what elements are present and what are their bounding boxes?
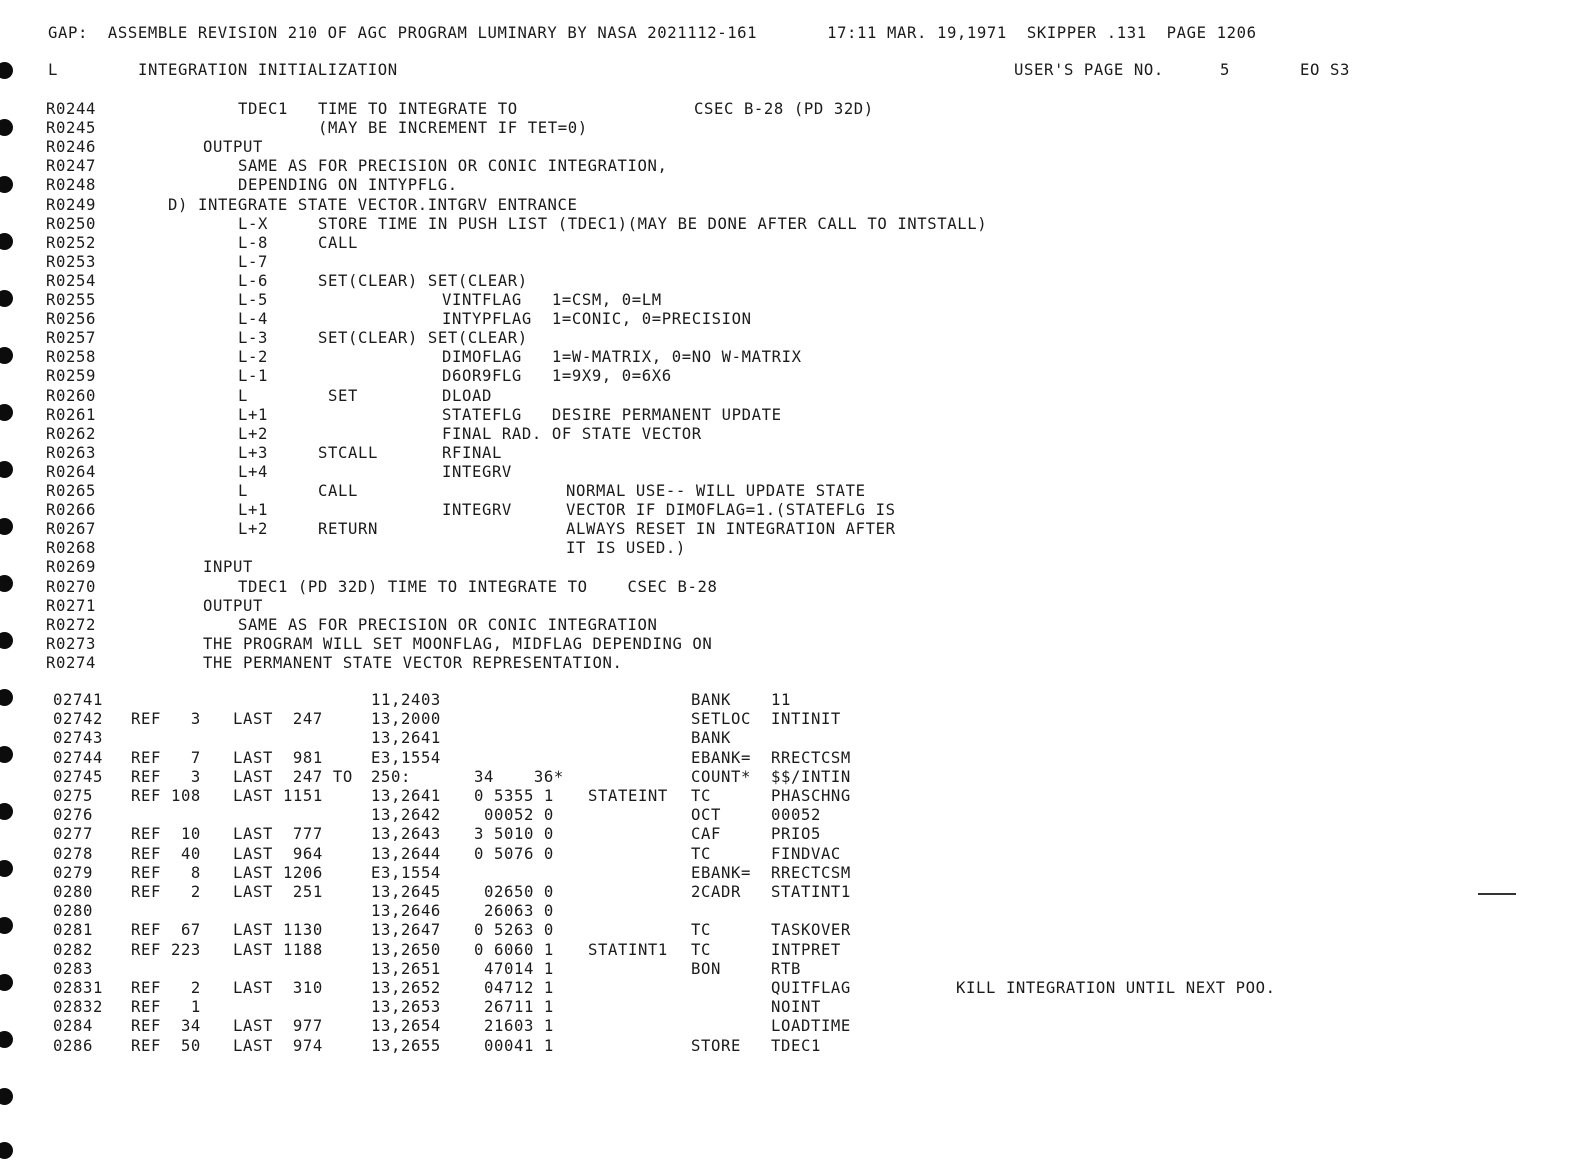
reference-count: REF 67 — [131, 921, 201, 940]
remark-sequence: R0265 — [46, 482, 96, 500]
remark-sequence: R0258 — [46, 348, 96, 367]
symbol-label: STATINT1 — [588, 940, 668, 959]
feed-hole — [0, 290, 13, 307]
remark-text: THE PERMANENT STATE VECTOR REPRESENTATION. — [203, 653, 623, 672]
reference-count: REF 34 — [131, 1017, 201, 1036]
opcode: OCT — [691, 806, 721, 825]
feed-hole — [0, 860, 13, 877]
last-reference: LAST 977 — [233, 1017, 323, 1036]
location-counter: 0286 — [53, 1036, 93, 1055]
operand: STATINT1 — [771, 883, 851, 901]
bank-address: 13,2643 — [371, 825, 441, 844]
opcode: TC — [691, 921, 711, 940]
reference-count: REF 1 — [131, 998, 201, 1017]
bank-address: 13,2653 — [371, 998, 441, 1017]
remark-text: OUTPUT — [203, 138, 263, 157]
octal-word: 34 36* — [474, 767, 564, 786]
remark-text: L+2 — [238, 520, 268, 539]
remark-sequence: R0263 — [46, 443, 96, 462]
bank-address: 13,2654 — [371, 1017, 441, 1036]
remark-text: IT IS USED.) — [566, 539, 686, 558]
remark-text: VINTFLAG 1=CSM, 0=LM — [442, 291, 662, 309]
remark-text: L+1 — [238, 501, 268, 520]
bank-address: 13,2646 — [371, 902, 441, 921]
remark-text: DEPENDING ON INTYPFLG. — [238, 176, 458, 195]
octal-word: 0 5355 1 — [474, 787, 554, 805]
remark-text: SET(CLEAR) SET(CLEAR) — [318, 271, 528, 290]
remark-sequence: R0260 — [46, 386, 96, 405]
line-comment: KILL INTEGRATION UNTIL NEXT POO. — [956, 979, 1276, 997]
operand: TDEC1 — [771, 1036, 821, 1055]
remark-sequence: R0259 — [46, 367, 96, 386]
remark-sequence: R0245 — [46, 119, 96, 138]
octal-word: 26063 0 — [474, 902, 554, 921]
octal-word: 47014 1 — [474, 959, 554, 978]
operand: QUITFLAG — [771, 979, 851, 997]
location-counter: 0275 — [53, 787, 93, 805]
bank-address: 13,2652 — [371, 979, 441, 997]
bank-address: 13,2651 — [371, 959, 441, 978]
location-counter: 0280 — [53, 902, 93, 921]
feed-hole — [0, 917, 13, 934]
reference-count: REF 10 — [131, 825, 201, 844]
remark-text: SET(CLEAR) SET(CLEAR) — [318, 329, 528, 348]
remark-sequence: R0250 — [46, 214, 96, 233]
octal-word: 00041 1 — [474, 1036, 554, 1055]
opcode: STORE — [691, 1036, 741, 1055]
remark-text: SET — [318, 386, 358, 405]
remark-text: DIMOFLAG 1=W-MATRIX, 0=NO W-MATRIX — [442, 348, 802, 367]
remark-text: INTYPFLAG 1=CONIC, 0=PRECISION — [442, 310, 752, 329]
last-reference: LAST 981 — [233, 748, 323, 767]
remark-text: L-8 — [238, 233, 268, 252]
feed-hole — [0, 62, 13, 79]
location-counter: 0278 — [53, 844, 93, 863]
feed-hole — [0, 575, 13, 592]
opcode: 2CADR — [691, 883, 741, 901]
opcode: BANK — [691, 729, 731, 748]
bank-address: 11,2403 — [371, 691, 441, 709]
remark-sequence: R0255 — [46, 291, 96, 309]
reference-count: REF 3 — [131, 767, 201, 786]
location-counter: 02832 — [53, 998, 103, 1017]
opcode: CAF — [691, 825, 721, 844]
last-reference: LAST 964 — [233, 844, 323, 863]
location-counter: 02745 — [53, 767, 103, 786]
remark-text: VECTOR IF DIMOFLAG=1.(STATEFLG IS — [566, 501, 896, 520]
remark-text: L — [238, 482, 248, 500]
remark-text: RETURN — [318, 520, 378, 539]
operand: LOADTIME — [771, 1017, 851, 1036]
location-counter: 0280 — [53, 883, 93, 901]
remark-sequence: R0267 — [46, 520, 96, 539]
operand: TASKOVER — [771, 921, 851, 940]
octal-word: 02650 0 — [474, 883, 554, 901]
bank-address: 250: — [371, 767, 411, 786]
reference-count: REF 7 — [131, 748, 201, 767]
operand: RTB — [771, 959, 801, 978]
users-page-number: 5 — [1220, 61, 1230, 79]
bank-address: E3,1554 — [371, 863, 441, 882]
operand: $$/INTIN — [771, 767, 851, 786]
margin-mark — [1478, 893, 1516, 895]
remark-text: L+1 — [238, 405, 268, 424]
feed-hole — [0, 689, 13, 706]
location-counter: 0284 — [53, 1017, 93, 1036]
operand: RRECTCSM — [771, 748, 851, 767]
reference-count: REF 2 — [131, 979, 201, 997]
operand: FINDVAC — [771, 844, 841, 863]
reference-count: REF 108 — [131, 787, 201, 805]
octal-word: 21603 1 — [474, 1017, 554, 1036]
remark-text: CSEC B-28 (PD 32D) — [694, 100, 874, 118]
remark-sequence: R0248 — [46, 176, 96, 195]
remark-text: ALWAYS RESET IN INTEGRATION AFTER — [566, 520, 896, 539]
remark-sequence: R0249 — [46, 195, 96, 214]
last-reference: LAST 777 — [233, 825, 323, 844]
remark-text: INTEGRV — [442, 501, 512, 520]
octal-word: 3 5010 0 — [474, 825, 554, 844]
remark-text: L+4 — [238, 462, 268, 481]
feed-hole — [0, 461, 13, 478]
feed-hole — [0, 347, 13, 364]
section-marker: L — [48, 61, 58, 79]
remark-text: L-X — [238, 214, 268, 233]
remark-sequence: R0244 — [46, 100, 96, 118]
remark-text: THE PROGRAM WILL SET MOONFLAG, MIDFLAG DEPENDING ON — [203, 634, 713, 653]
remark-text: L+2 — [238, 424, 268, 443]
opcode: TC — [691, 844, 711, 863]
feed-hole — [0, 176, 13, 193]
last-reference: LAST 251 — [233, 883, 323, 901]
remark-text: D) INTEGRATE STATE VECTOR.INTGRV ENTRANCE — [168, 195, 578, 214]
bank-address: 13,2650 — [371, 940, 441, 959]
location-counter: 0276 — [53, 806, 93, 825]
remark-sequence: R0274 — [46, 653, 96, 672]
opcode: COUNT* — [691, 767, 751, 786]
remark-text: SAME AS FOR PRECISION OR CONIC INTEGRATION, — [238, 157, 668, 176]
octal-word: 26711 1 — [474, 998, 554, 1017]
last-reference: LAST 310 — [233, 979, 323, 997]
location-counter: 02741 — [53, 691, 103, 709]
operand: INTPRET — [771, 940, 841, 959]
reference-count: REF 223 — [131, 940, 201, 959]
bank-address: 13,2645 — [371, 883, 441, 901]
remark-text: RFINAL — [442, 443, 502, 462]
opcode: BON — [691, 959, 721, 978]
remark-sequence: R0252 — [46, 233, 96, 252]
remark-text: OUTPUT — [203, 596, 263, 615]
last-reference: LAST 247 — [233, 710, 323, 729]
last-reference: LAST 247 TO — [233, 767, 353, 786]
bank-address: 13,2641 — [371, 729, 441, 748]
location-counter: 02744 — [53, 748, 103, 767]
section-title: INTEGRATION INITIALIZATION — [138, 61, 398, 79]
section-header — [48, 61, 1388, 81]
remark-sequence: R0247 — [46, 157, 96, 176]
remark-text: L-7 — [238, 252, 268, 271]
operand: INTINIT — [771, 710, 841, 729]
remark-sequence: R0269 — [46, 558, 96, 577]
remark-text: NORMAL USE-- WILL UPDATE STATE — [566, 482, 866, 500]
remark-sequence: R0261 — [46, 405, 96, 424]
octal-word: 00052 0 — [474, 806, 554, 825]
remark-sequence: R0268 — [46, 539, 96, 558]
bank-address: E3,1554 — [371, 748, 441, 767]
location-counter: 02831 — [53, 979, 103, 997]
reference-count: REF 50 — [131, 1036, 201, 1055]
remark-sequence: R0270 — [46, 577, 96, 596]
location-counter: 0279 — [53, 863, 93, 882]
bank-address: 13,2642 — [371, 806, 441, 825]
operand: PRIO5 — [771, 825, 821, 844]
last-reference: LAST 1130 — [233, 921, 323, 940]
bank-address: 13,2644 — [371, 844, 441, 863]
operand: 00052 — [771, 806, 821, 825]
remark-sequence: R0254 — [46, 271, 96, 290]
reference-count: REF 3 — [131, 710, 201, 729]
remark-sequence: R0253 — [46, 252, 96, 271]
section-tag: EO S3 — [1300, 61, 1350, 79]
opcode: TC — [691, 787, 711, 805]
remark-sequence: R0273 — [46, 634, 96, 653]
listing-header: GAP: ASSEMBLE REVISION 210 OF AGC PROGRAM LUMINARY BY NASA 2021112-161 17:11 MAR. 19,1971 SKIPPER .131 PAGE 1206 — [48, 24, 1257, 42]
feed-hole — [0, 1031, 13, 1048]
remark-text: L — [238, 386, 248, 405]
remark-text: DLOAD — [442, 386, 492, 405]
remark-sequence: R0271 — [46, 596, 96, 615]
reference-count: REF 8 — [131, 863, 201, 882]
remark-text: STATEFLG DESIRE PERMANENT UPDATE — [442, 405, 782, 424]
location-counter: 0281 — [53, 921, 93, 940]
last-reference: LAST 974 — [233, 1036, 323, 1055]
last-reference: LAST 1151 — [233, 787, 323, 805]
feed-hole — [0, 803, 13, 820]
opcode: TC — [691, 940, 711, 959]
bank-address: 13,2641 — [371, 787, 441, 805]
remark-sequence: R0262 — [46, 424, 96, 443]
remark-text: TDEC1 (PD 32D) TIME TO INTEGRATE TO CSEC B-28 — [238, 577, 718, 596]
octal-word: 0 6060 1 — [474, 940, 554, 959]
remark-text: L+3 — [238, 443, 268, 462]
opcode: EBANK= — [691, 863, 751, 882]
reference-count: REF 2 — [131, 883, 201, 901]
remark-sequence: R0272 — [46, 615, 96, 634]
octal-word: 0 5263 0 — [474, 921, 554, 940]
operand: NOINT — [771, 998, 821, 1017]
location-counter: 02742 — [53, 710, 103, 729]
remark-sequence: R0246 — [46, 138, 96, 157]
remark-text: TIME TO INTEGRATE TO — [318, 100, 518, 118]
bank-address: 13,2655 — [371, 1036, 441, 1055]
remark-text: FINAL RAD. OF STATE VECTOR — [442, 424, 702, 443]
remark-text: L-4 — [238, 310, 268, 329]
remark-text: STCALL — [318, 443, 378, 462]
remark-sequence: R0256 — [46, 310, 96, 329]
remark-text: INPUT — [203, 558, 253, 577]
octal-word: 0 5076 0 — [474, 844, 554, 863]
operand: RRECTCSM — [771, 863, 851, 882]
operand: PHASCHNG — [771, 787, 851, 805]
feed-hole — [0, 632, 13, 649]
remark-text: L-1 — [238, 367, 268, 386]
remark-text: INTEGRV — [442, 462, 512, 481]
remark-sequence: R0266 — [46, 501, 96, 520]
remark-sequence: R0257 — [46, 329, 96, 348]
remark-text: SAME AS FOR PRECISION OR CONIC INTEGRATION — [238, 615, 658, 634]
symbol-label: STATEINT — [588, 787, 668, 805]
location-counter: 0277 — [53, 825, 93, 844]
feed-hole — [0, 1142, 13, 1159]
location-counter: 02743 — [53, 729, 103, 748]
opcode: BANK — [691, 691, 731, 709]
tractor-feed-holes — [0, 0, 30, 1167]
remark-text: L-3 — [238, 329, 268, 348]
last-reference: LAST 1206 — [233, 863, 323, 882]
location-counter: 0283 — [53, 959, 93, 978]
remark-text: L-2 — [238, 348, 268, 367]
reference-count: REF 40 — [131, 844, 201, 863]
operand: 11 — [771, 691, 791, 709]
feed-hole — [0, 404, 13, 421]
users-page-label: USER'S PAGE NO. — [1014, 61, 1164, 79]
remark-sequence: R0264 — [46, 462, 96, 481]
remark-text: (MAY BE INCREMENT IF TET=0) — [318, 119, 588, 138]
remark-text: STORE TIME IN PUSH LIST (TDEC1)(MAY BE DONE AFTER CALL TO INTSTALL) — [318, 214, 988, 233]
remark-text: L-6 — [238, 271, 268, 290]
feed-hole — [0, 518, 13, 535]
feed-hole — [0, 1088, 13, 1105]
feed-hole — [0, 974, 13, 991]
opcode: SETLOC — [691, 710, 751, 729]
feed-hole — [0, 746, 13, 763]
opcode: EBANK= — [691, 748, 751, 767]
remark-text: TDEC1 — [238, 100, 288, 118]
remark-text: L-5 — [238, 291, 268, 309]
remark-text: CALL — [318, 233, 358, 252]
feed-hole — [0, 233, 13, 250]
location-counter: 0282 — [53, 940, 93, 959]
bank-address: 13,2000 — [371, 710, 441, 729]
bank-address: 13,2647 — [371, 921, 441, 940]
octal-word: 04712 1 — [474, 979, 554, 997]
remark-text: D6OR9FLG 1=9X9, 0=6X6 — [442, 367, 672, 386]
last-reference: LAST 1188 — [233, 940, 323, 959]
remark-text: CALL — [318, 482, 358, 500]
feed-hole — [0, 119, 13, 136]
